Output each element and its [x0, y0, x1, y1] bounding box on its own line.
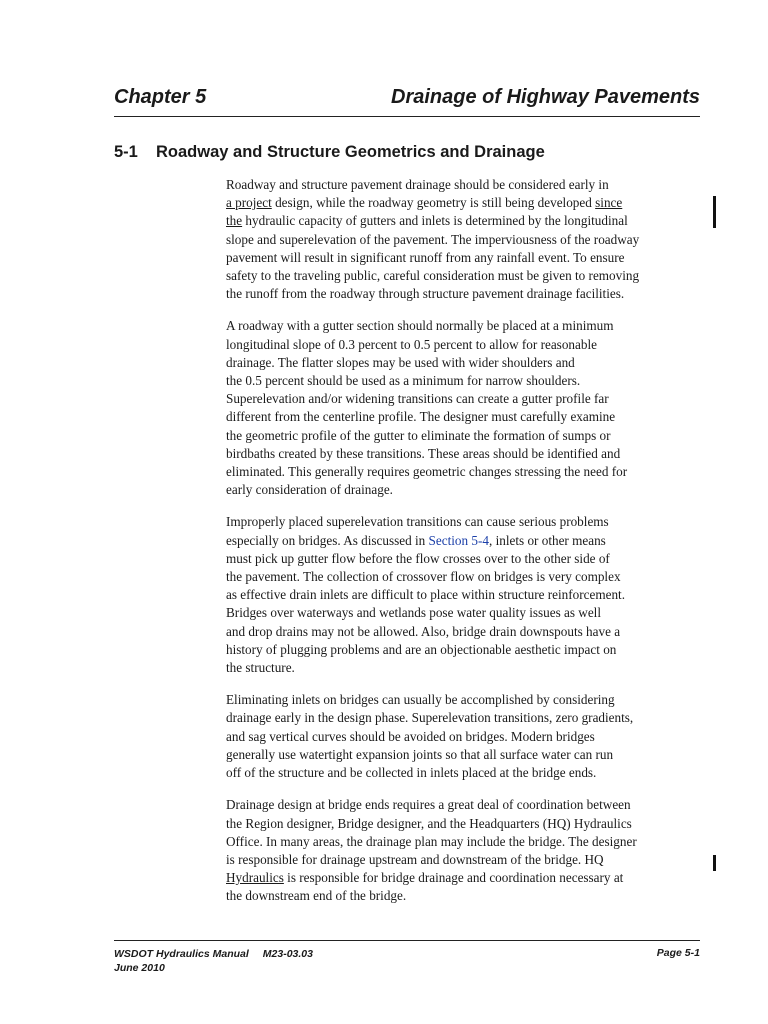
text-line [226, 267, 702, 285]
text-line [226, 796, 702, 814]
text-segment: the Region designer, Bridge designer, and the Headquarters (HQ) Hydraulics [226, 815, 632, 831]
paragraph [226, 176, 702, 303]
text-segment: early consideration of drainage. [226, 482, 393, 498]
text-segment: the [226, 213, 243, 229]
page-number: Page 5-1 [656, 947, 700, 959]
text-segment: hydraulic capacity of gutters and inlets is determined by the longitudinal [242, 213, 628, 229]
text-line [226, 746, 702, 764]
text-segment: the downstream end of the bridge. [226, 888, 407, 904]
text-line [226, 586, 702, 604]
text-segment: especially on bridges. As discussed in [226, 532, 429, 548]
text-segment: eliminated. This generally requires geometric changes stressing the need for [226, 464, 628, 480]
text-line [226, 550, 702, 568]
text-line [226, 869, 702, 887]
text-segment: pavement will result in significant runoff from any rainfall event. To ensure [226, 249, 625, 265]
text-line [226, 285, 702, 303]
text-segment: since [595, 195, 623, 211]
manual-name: WSDOT Hydraulics Manual [114, 948, 249, 960]
text-line [226, 659, 702, 677]
text-line [226, 851, 702, 869]
revision-bar [713, 196, 716, 228]
text-line [226, 463, 702, 481]
body-text [226, 176, 702, 920]
text-segment: the structure. [226, 660, 295, 676]
text-segment: must pick up gutter flow before the flow crosses over to the other side of [226, 550, 610, 566]
text-segment: the runoff from the roadway through structure pavement drainage facilities. [226, 286, 625, 302]
text-line [226, 317, 702, 335]
text-line [226, 390, 702, 408]
text-line [226, 623, 702, 641]
text-segment: and drop drains may not be allowed. Also, bridge drain downspouts have a [226, 623, 621, 639]
text-segment: longitudinal slope of 0.3 percent to 0.5 percent to allow for reasonable [226, 336, 597, 352]
section-number: 5-1 [114, 143, 138, 161]
text-segment: Drainage design at bridge ends requires a great deal of coordination between [226, 797, 631, 813]
text-line [226, 815, 702, 833]
text-line [226, 372, 702, 390]
text-line [226, 231, 702, 249]
text-line [226, 728, 702, 746]
text-line [226, 427, 702, 445]
text-line [226, 194, 702, 212]
text-segment: the 0.5 percent should be used as a minimum for narrow shoulders. [226, 373, 581, 389]
text-line [226, 513, 702, 531]
text-segment: Roadway and structure pavement drainage should be considered early in [226, 177, 609, 192]
text-segment: different from the centerline profile. The designer must carefully examine [226, 409, 616, 425]
text-line [226, 354, 702, 372]
text-segment: and sag vertical curves should be avoided on bridges. Modern bridges [226, 728, 595, 744]
text-segment: A roadway with a gutter section should normally be placed at a minimum [226, 318, 614, 334]
text-segment: Eliminating inlets on bridges can usually be accomplished by considering [226, 692, 615, 708]
text-segment: , inlets or other means [488, 532, 606, 548]
text-line [226, 709, 702, 727]
section-link[interactable]: Section 5-4 [428, 532, 489, 548]
paragraph [226, 796, 702, 905]
text-segment: safety to the traveling public, careful consideration must be given to removing [226, 268, 640, 284]
chapter-label: Chapter 5 [114, 86, 207, 108]
text-line [226, 604, 702, 622]
text-segment: Bridges over waterways and wetlands pose water quality issues as well [226, 605, 602, 621]
text-segment: Office. In many areas, the drainage plan may include the bridge. The designer [226, 833, 637, 849]
text-line [226, 568, 702, 586]
text-segment: Improperly placed superelevation transitions can cause serious problems [226, 514, 609, 530]
text-line [226, 481, 702, 499]
text-line [226, 641, 702, 659]
text-line [226, 887, 702, 905]
text-segment: off of the structure and be collected in inlets placed at the bridge ends. [226, 765, 597, 781]
text-segment: a project [226, 195, 272, 211]
text-segment: drainage. The flatter slopes may be used with wider shoulders and [226, 354, 575, 370]
paragraph [226, 317, 702, 499]
text-line [226, 176, 702, 194]
text-segment: Superelevation and/or widening transitions can create a gutter profile far [226, 391, 609, 407]
text-segment: history of plugging problems and are an objectionable aesthetic impact on [226, 641, 617, 657]
footer-left [114, 947, 313, 975]
text-segment: drainage early in the design phase. Superelevation transitions, zero gradients, [226, 710, 634, 726]
text-line [226, 691, 702, 709]
section-title: Roadway and Structure Geometrics and Drainage [156, 143, 545, 161]
text-line [226, 833, 702, 851]
text-segment: is responsible for bridge drainage and coordination necessary at [283, 870, 624, 886]
text-line [226, 764, 702, 782]
text-segment: design, while the roadway geometry is still being developed [271, 195, 596, 211]
text-line [226, 445, 702, 463]
paragraph [226, 691, 702, 782]
text-segment: slope and superelevation of the pavement. The imperviousness of the roadway [226, 231, 640, 247]
paragraph [226, 513, 702, 677]
page-footer [114, 940, 700, 974]
text-segment: generally use watertight expansion joints so that all surface water can run [226, 746, 614, 762]
chapter-title: Drainage of Highway Pavements [391, 86, 700, 108]
manual-number: M23-03.03 [262, 948, 313, 960]
text-line [226, 212, 702, 230]
text-segment: the pavement. The collection of crossover flow on bridges is very complex [226, 569, 621, 585]
text-line [226, 408, 702, 426]
text-line [226, 249, 702, 267]
text-segment: is responsible for drainage upstream and downstream of the bridge. HQ [226, 851, 604, 867]
text-segment: Hydraulics [226, 870, 284, 886]
section-heading [114, 143, 545, 162]
revision-bar [713, 855, 716, 871]
text-segment: as effective drain inlets are difficult to place within structure reinforcement. [226, 587, 626, 603]
text-line [226, 532, 702, 550]
publication-date: June 2010 [114, 962, 165, 974]
text-segment: birdbaths created by these transitions. These areas should be identified and [226, 445, 621, 461]
text-segment: the geometric profile of the gutter to eliminate the formation of sumps or [226, 427, 611, 443]
page-header [114, 84, 700, 117]
text-line [226, 336, 702, 354]
